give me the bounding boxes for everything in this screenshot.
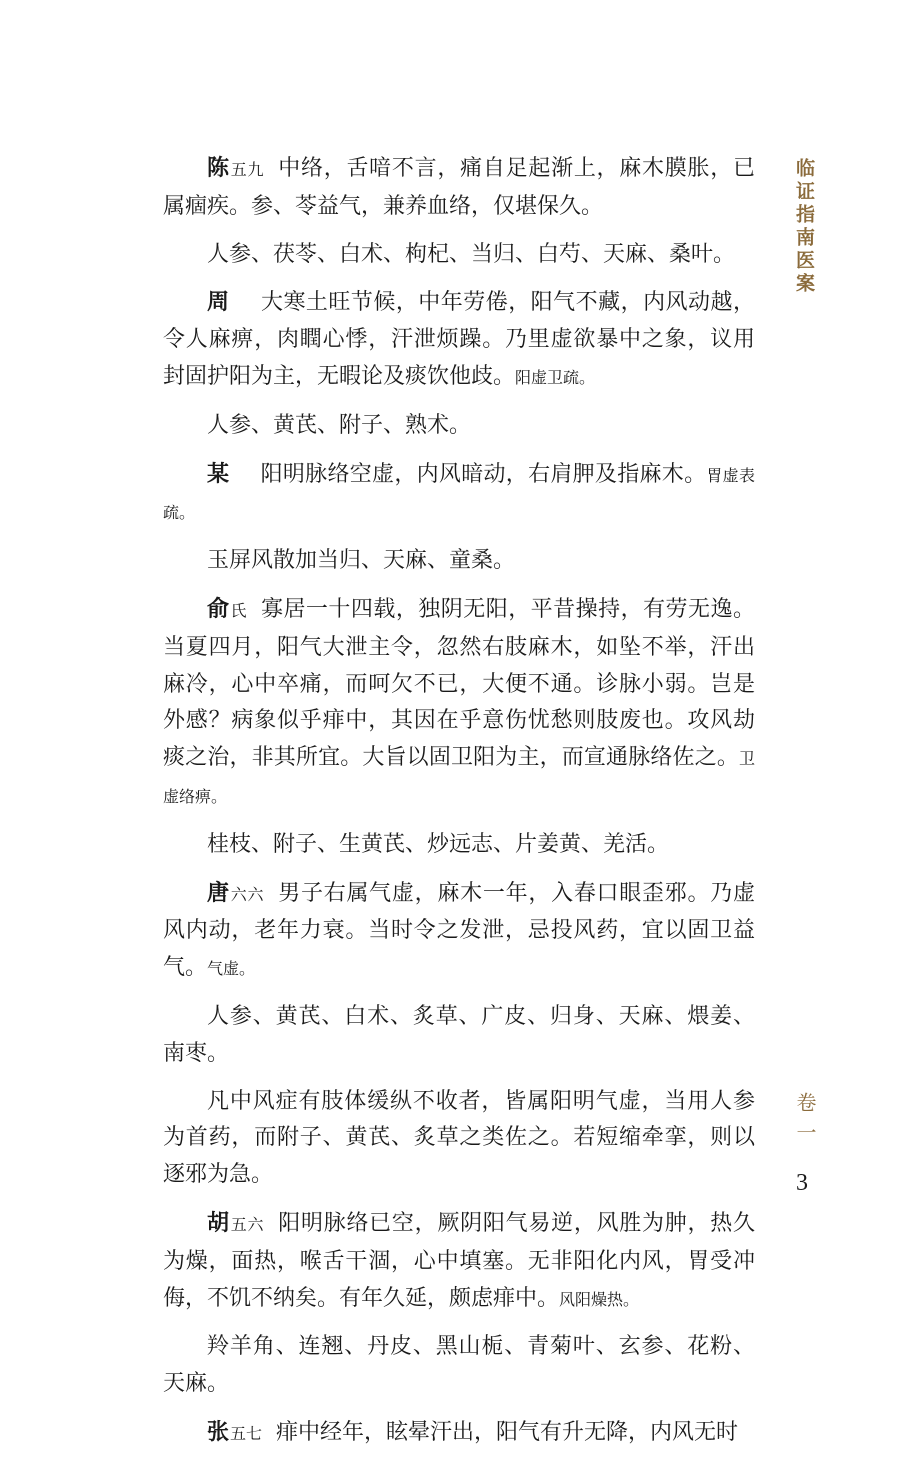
patient-age: 氏 [230, 600, 247, 620]
patient-age: 五七 [230, 1423, 263, 1443]
patient-name: 某 [207, 460, 231, 487]
patient-age: 五六 [230, 1214, 265, 1234]
volume-label: 卷一 [793, 1092, 817, 1152]
patient-name: 周 [207, 289, 231, 316]
paragraph-text: 羚羊角、连翘、丹皮、黑山栀、青菊叶、玄参、花粉、天麻。 [163, 1334, 755, 1397]
paragraph-text: 人参、茯苓、白术、枸杞、当归、白芍、天麻、桑叶。 [207, 241, 736, 267]
case-paragraph [163, 1205, 755, 1318]
paragraph-text: 凡中风症有肢体缓纵不收者，皆属阳明气虚，当用人参为首药，而附子、黄芪、炙草之类佐之。若短缩牵挛，则以逐邪为急。 [163, 1088, 755, 1188]
case-paragraph [163, 875, 755, 988]
body-text [163, 150, 755, 1464]
paragraph-text: 人参、黄芪、附子、熟术。 [207, 412, 472, 438]
patient-name: 胡 [207, 1209, 231, 1236]
patient-age: 五九 [230, 160, 265, 179]
annotation-note: 阳虚卫疏。 [515, 367, 596, 387]
paragraph-text: 人参、黄芪、白术、炙草、广皮、归身、天麻、煨姜、南枣。 [163, 1003, 755, 1066]
prescription-paragraph [163, 999, 755, 1073]
annotation-note: 卫虚络痹。 [163, 749, 755, 806]
annotation-note: 气虚。 [207, 959, 256, 979]
patient-name: 唐 [207, 879, 231, 906]
paragraph-text: 玉屏风散加当归、天麻、童桑。 [207, 548, 516, 574]
prescription-paragraph [163, 1329, 755, 1403]
annotation-note: 胃虚表疏。 [163, 465, 755, 523]
prescription-paragraph [163, 237, 755, 274]
running-title: 临证指南医案 [793, 158, 815, 296]
paragraph-text: 痱中经年，眩晕汗出，阳气有升无降，内风无时 [276, 1419, 739, 1445]
paragraph-text: 大寒土旺节候，中年劳倦，阳气不藏，内风动越，令人麻痹，肉瞤心悸，汗泄烦躁。乃里虚欲暴中之象，议用封固护阳为主，无暇论及痰饮他歧。 [163, 290, 755, 389]
prescription-paragraph [163, 543, 755, 580]
case-paragraph [163, 150, 755, 226]
prescription-paragraph [163, 1084, 755, 1194]
patient-name: 陈 [207, 155, 231, 181]
paragraph-text: 男子右属气虚，麻木一年，入春口眼歪邪。乃虚风内动，老年力衰。当时令之发泄，忌投风药，宜以固卫益气。 [163, 880, 755, 981]
prescription-paragraph [163, 408, 755, 445]
patient-name: 张 [207, 1418, 231, 1445]
case-paragraph [163, 456, 755, 533]
patient-name: 俞 [207, 595, 231, 622]
case-paragraph [163, 1414, 755, 1453]
page-number: 3 [796, 1170, 808, 1196]
patient-age: 六六 [230, 884, 265, 904]
paragraph-text: 寡居一十四载，独阴无阳，平昔操持，有劳无逸。当夏四月，阳气大泄主令，忽然右肢麻木，如坠不举，汗出麻冷，心中卒痛，而呵欠不已，大便不通。诊脉小弱。岂是外感？病象似乎痱中，其因在乎意伤忧愁则肢废也。攻风劫痰之治，非其所宜。大旨以固卫阳为主，而宣通脉络佐之。 [163, 596, 755, 771]
paragraph-text: 阳明脉络空虚，内风暗动，右肩胛及指麻木。 [260, 461, 707, 487]
case-paragraph [163, 284, 755, 396]
prescription-paragraph [163, 827, 755, 864]
paragraph-text: 中络，舌喑不言，痛自足起渐上，麻木膜胀，已属痼疾。参、苓益气，兼养血络，仅堪保久。 [163, 156, 755, 219]
annotation-note: 风阳燥热。 [559, 1289, 640, 1309]
paragraph-text: 阳明脉络已空，厥阴阳气易逆，风胜为肿，热久为燥，面热，喉舌干涸，心中填塞。无非阳化内风，胃受冲侮，不饥不纳矣。有年久延，颇虑痱中。 [163, 1210, 755, 1311]
paragraph-text: 桂枝、附子、生黄芪、炒远志、片姜黄、羌活。 [207, 831, 670, 857]
case-paragraph [163, 591, 755, 816]
